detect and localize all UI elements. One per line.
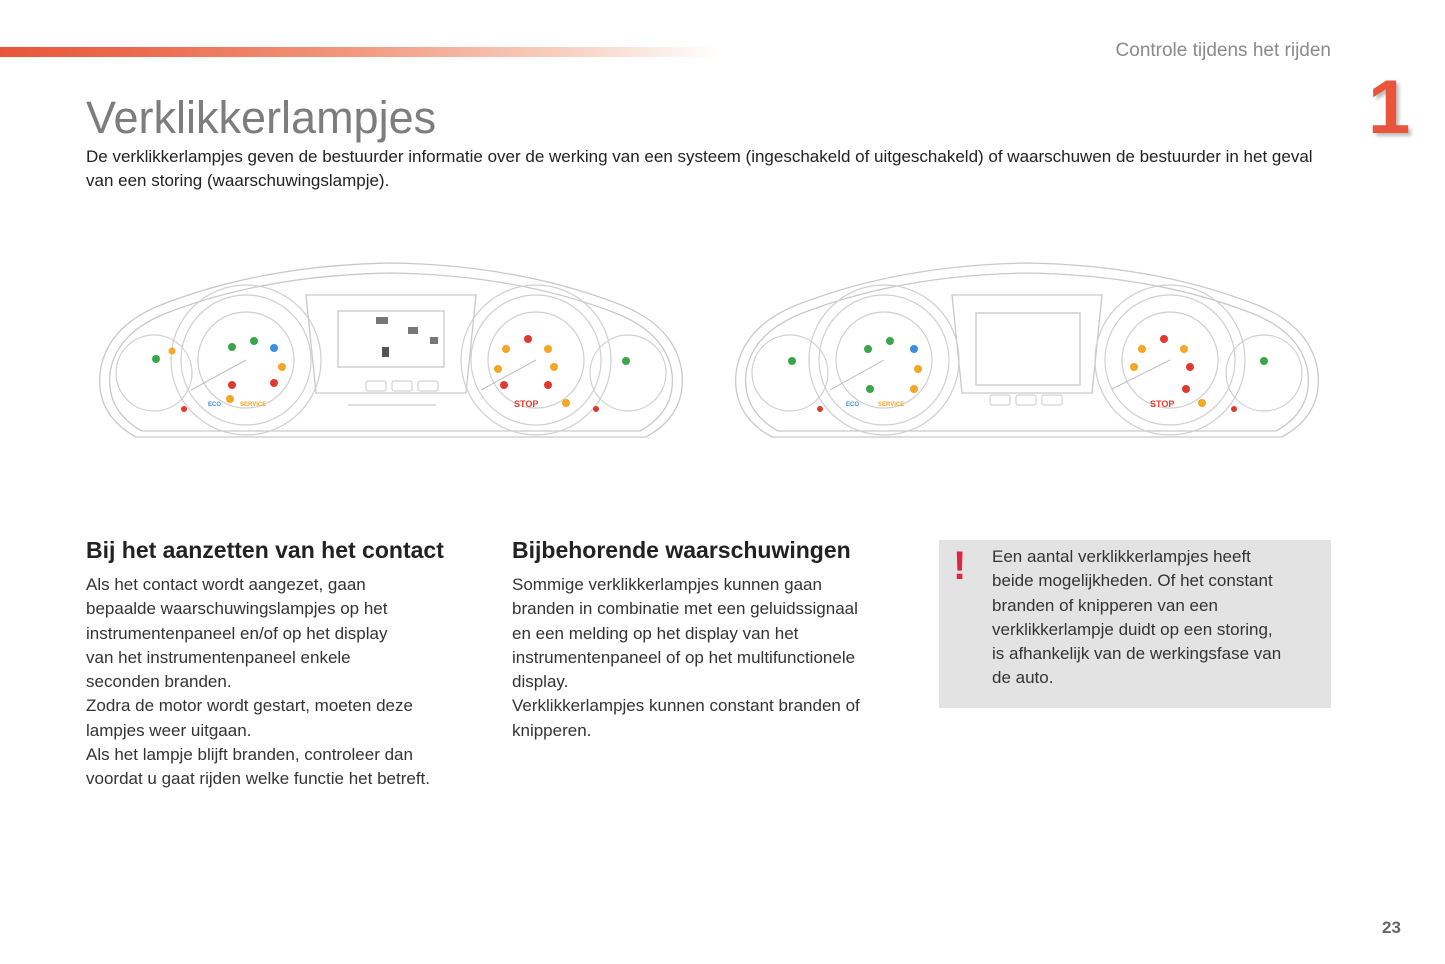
text-line: bepaalde waarschuwingslampjes op het	[86, 599, 388, 619]
section-title: Controle tijdens het rijden	[1115, 40, 1331, 61]
text-line: lampjes weer uitgaan.	[86, 720, 252, 740]
note-box	[939, 540, 1331, 708]
text-line: en een melding op het display van het	[512, 623, 799, 643]
chapter-number: 1	[1368, 65, 1411, 150]
text-line: knipperen.	[512, 720, 592, 740]
service-label-right: SERVICE	[878, 402, 905, 408]
text-line: seconden branden.	[86, 672, 232, 692]
stop-label-left: STOP	[514, 399, 539, 409]
text-line: voordat u gaat rijden welke functie het betreft.	[86, 769, 430, 789]
text-line: Zodra de motor wordt gestart, moeten deze	[86, 696, 413, 716]
text-line: Als het contact wordt aangezet, gaan	[86, 575, 366, 594]
section-warnings-text	[512, 573, 912, 743]
section-warnings	[512, 535, 912, 743]
section-warnings-heading: Bijbehorende waarschuwingen	[512, 537, 851, 563]
text-line: branden of knipperen van een	[992, 595, 1218, 615]
service-label-left: SERVICE	[240, 402, 267, 408]
text-line: is afhankelijk van de werkingsfase van	[992, 644, 1282, 664]
instrument-cluster-left	[96, 255, 686, 447]
section-ignition-text	[86, 573, 486, 792]
eco-label-left: ECO	[208, 402, 222, 408]
text-line: Een aantal verklikkerlampjes heeft	[992, 547, 1251, 566]
text-line: van het instrumentenpaneel enkele	[86, 647, 351, 667]
text-line: branden in combinatie met een geluidssignaal	[512, 599, 858, 619]
text-line: Sommige verklikkerlampjes kunnen gaan	[512, 575, 822, 594]
text-line: verklikkerlampje duidt op een storing,	[992, 619, 1273, 639]
text-line: instrumentenpaneel en/of op het display	[86, 623, 388, 643]
section-ignition-heading: Bij het aanzetten van het contact	[86, 537, 444, 563]
text-line: Verklikkerlampjes kunnen constant branden of	[512, 696, 860, 716]
intro-paragraph: De verklikkerlampjes geven de bestuurder informatie over de werking van een systeem (ingeschakeld of uitgeschakeld) of waarschuwen de bestuurder in het geval van een storing (waarschuwingslampje).	[86, 147, 1313, 190]
page-title: Verklikkerlampjes	[86, 92, 437, 143]
note-text	[992, 545, 1322, 691]
header-accent-bar	[0, 47, 720, 57]
text-line: display.	[512, 672, 569, 692]
text-line: instrumentenpaneel of op het multifunctionele	[512, 647, 856, 667]
instrument-cluster-right	[732, 255, 1322, 447]
exclamation-icon: !	[953, 544, 967, 588]
text-line: Als het lampje blijft branden, controleer dan	[86, 745, 413, 765]
text-line: de auto.	[992, 668, 1054, 688]
text-line: beide mogelijkheden. Of het constant	[992, 571, 1273, 591]
stop-label-right: STOP	[1150, 399, 1175, 409]
section-ignition	[86, 535, 486, 792]
page-number: 23	[1382, 918, 1401, 937]
eco-label-right: ECO	[846, 402, 860, 408]
